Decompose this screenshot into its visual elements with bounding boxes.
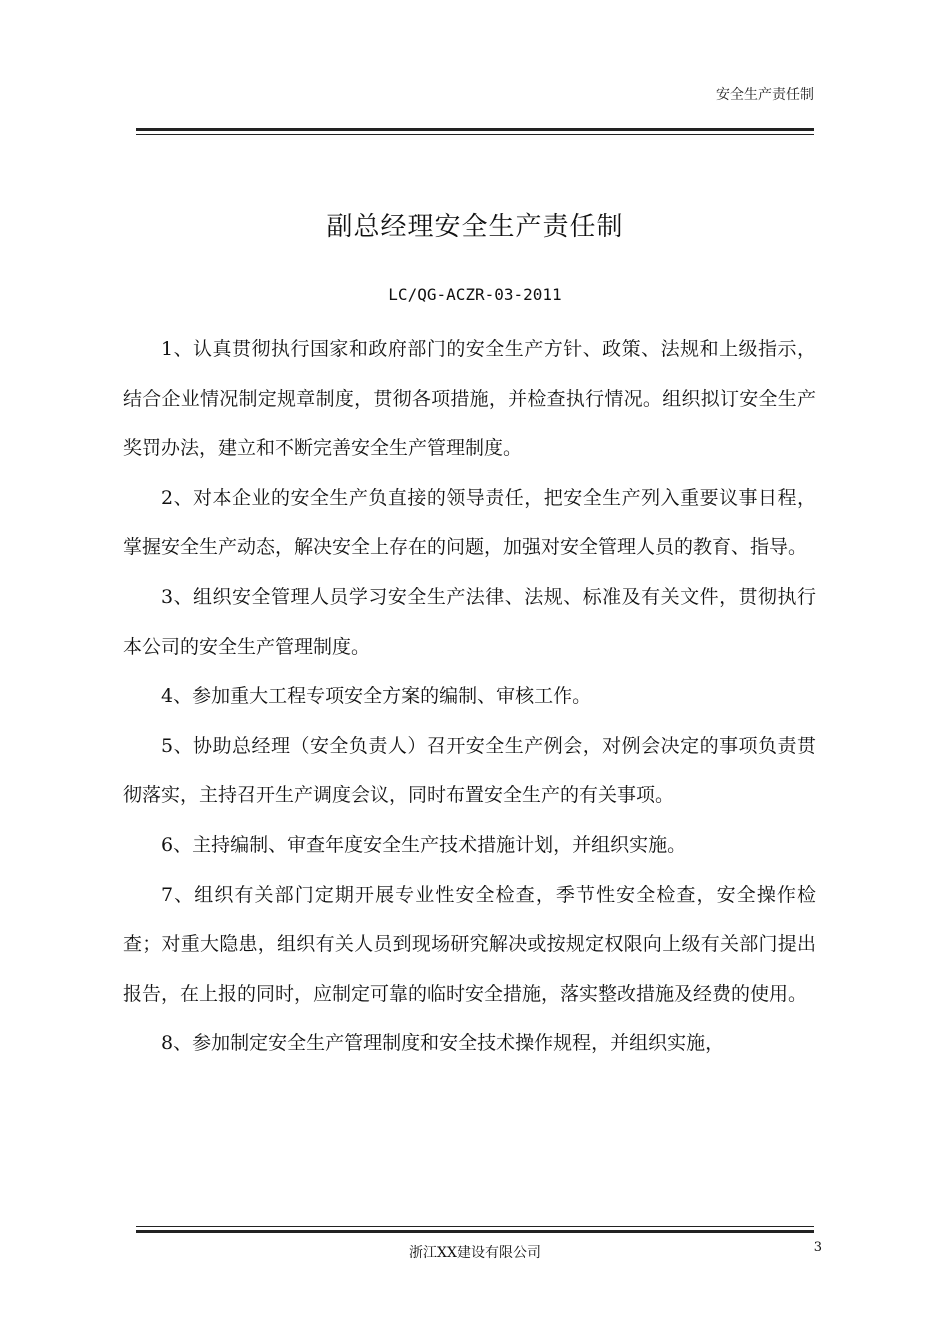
paragraph-5: 5、协助总经理（安全负责人）召开安全生产例会，对例会决定的事项负责贯彻落实，主持召开生产调度会议，同时布置安全生产的有关事项。 bbox=[123, 734, 816, 807]
footer-rule-thin bbox=[136, 1226, 814, 1227]
paragraph-4: 4、参加重大工程专项安全方案的编制、审核工作。 bbox=[161, 685, 592, 708]
header-title: 安全生产责任制 bbox=[716, 87, 814, 103]
footer-rule-thick bbox=[136, 1230, 814, 1233]
document-code: LC/QG-ACZR-03-2011 bbox=[388, 285, 562, 304]
footer-company: 浙江XX建设有限公司 bbox=[409, 1245, 541, 1261]
paragraph-3: 3、组织安全管理人员学习安全生产法律、法规、标准及有关文件，贯彻执行本公司的安全生产管理制度。 bbox=[123, 585, 816, 658]
header-rule-thin bbox=[136, 134, 814, 135]
paragraph-7: 7、组织有关部门定期开展专业性安全检查，季节性安全检查，安全操作检查；对重大隐患，组织有关人员到现场研究解决或按规定权限向上级有关部门提出报告，在上报的同时，应制定可靠的临时安全措施，落实整改措施及经费的使用。 bbox=[123, 883, 816, 1005]
paragraph-6: 6、主持编制、审查年度安全生产技术措施计划，并组织实施。 bbox=[161, 833, 687, 856]
paragraph-2: 2、对本企业的安全生产负直接的领导责任，把安全生产列入重要议事日程，掌握安全生产动态，解决安全上存在的问题，加强对安全管理人员的教育、指导。 bbox=[123, 486, 816, 559]
document-body bbox=[123, 325, 816, 1069]
document-title: 副总经理安全生产责任制 bbox=[326, 212, 624, 242]
header-rule-thick bbox=[136, 128, 814, 131]
page-number: 3 bbox=[813, 1240, 822, 1255]
paragraph-1: 1、认真贯彻执行国家和政府部门的安全生产方针、政策、法规和上级指示，结合企业情况制定规章制度，贯彻各项措施，并检查执行情况。组织拟订安全生产奖罚办法，建立和不断完善安全生产管理制度。 bbox=[123, 338, 816, 460]
paragraph-8: 8、参加制定安全生产管理制度和安全技术操作规程，并组织实施， bbox=[161, 1032, 725, 1055]
